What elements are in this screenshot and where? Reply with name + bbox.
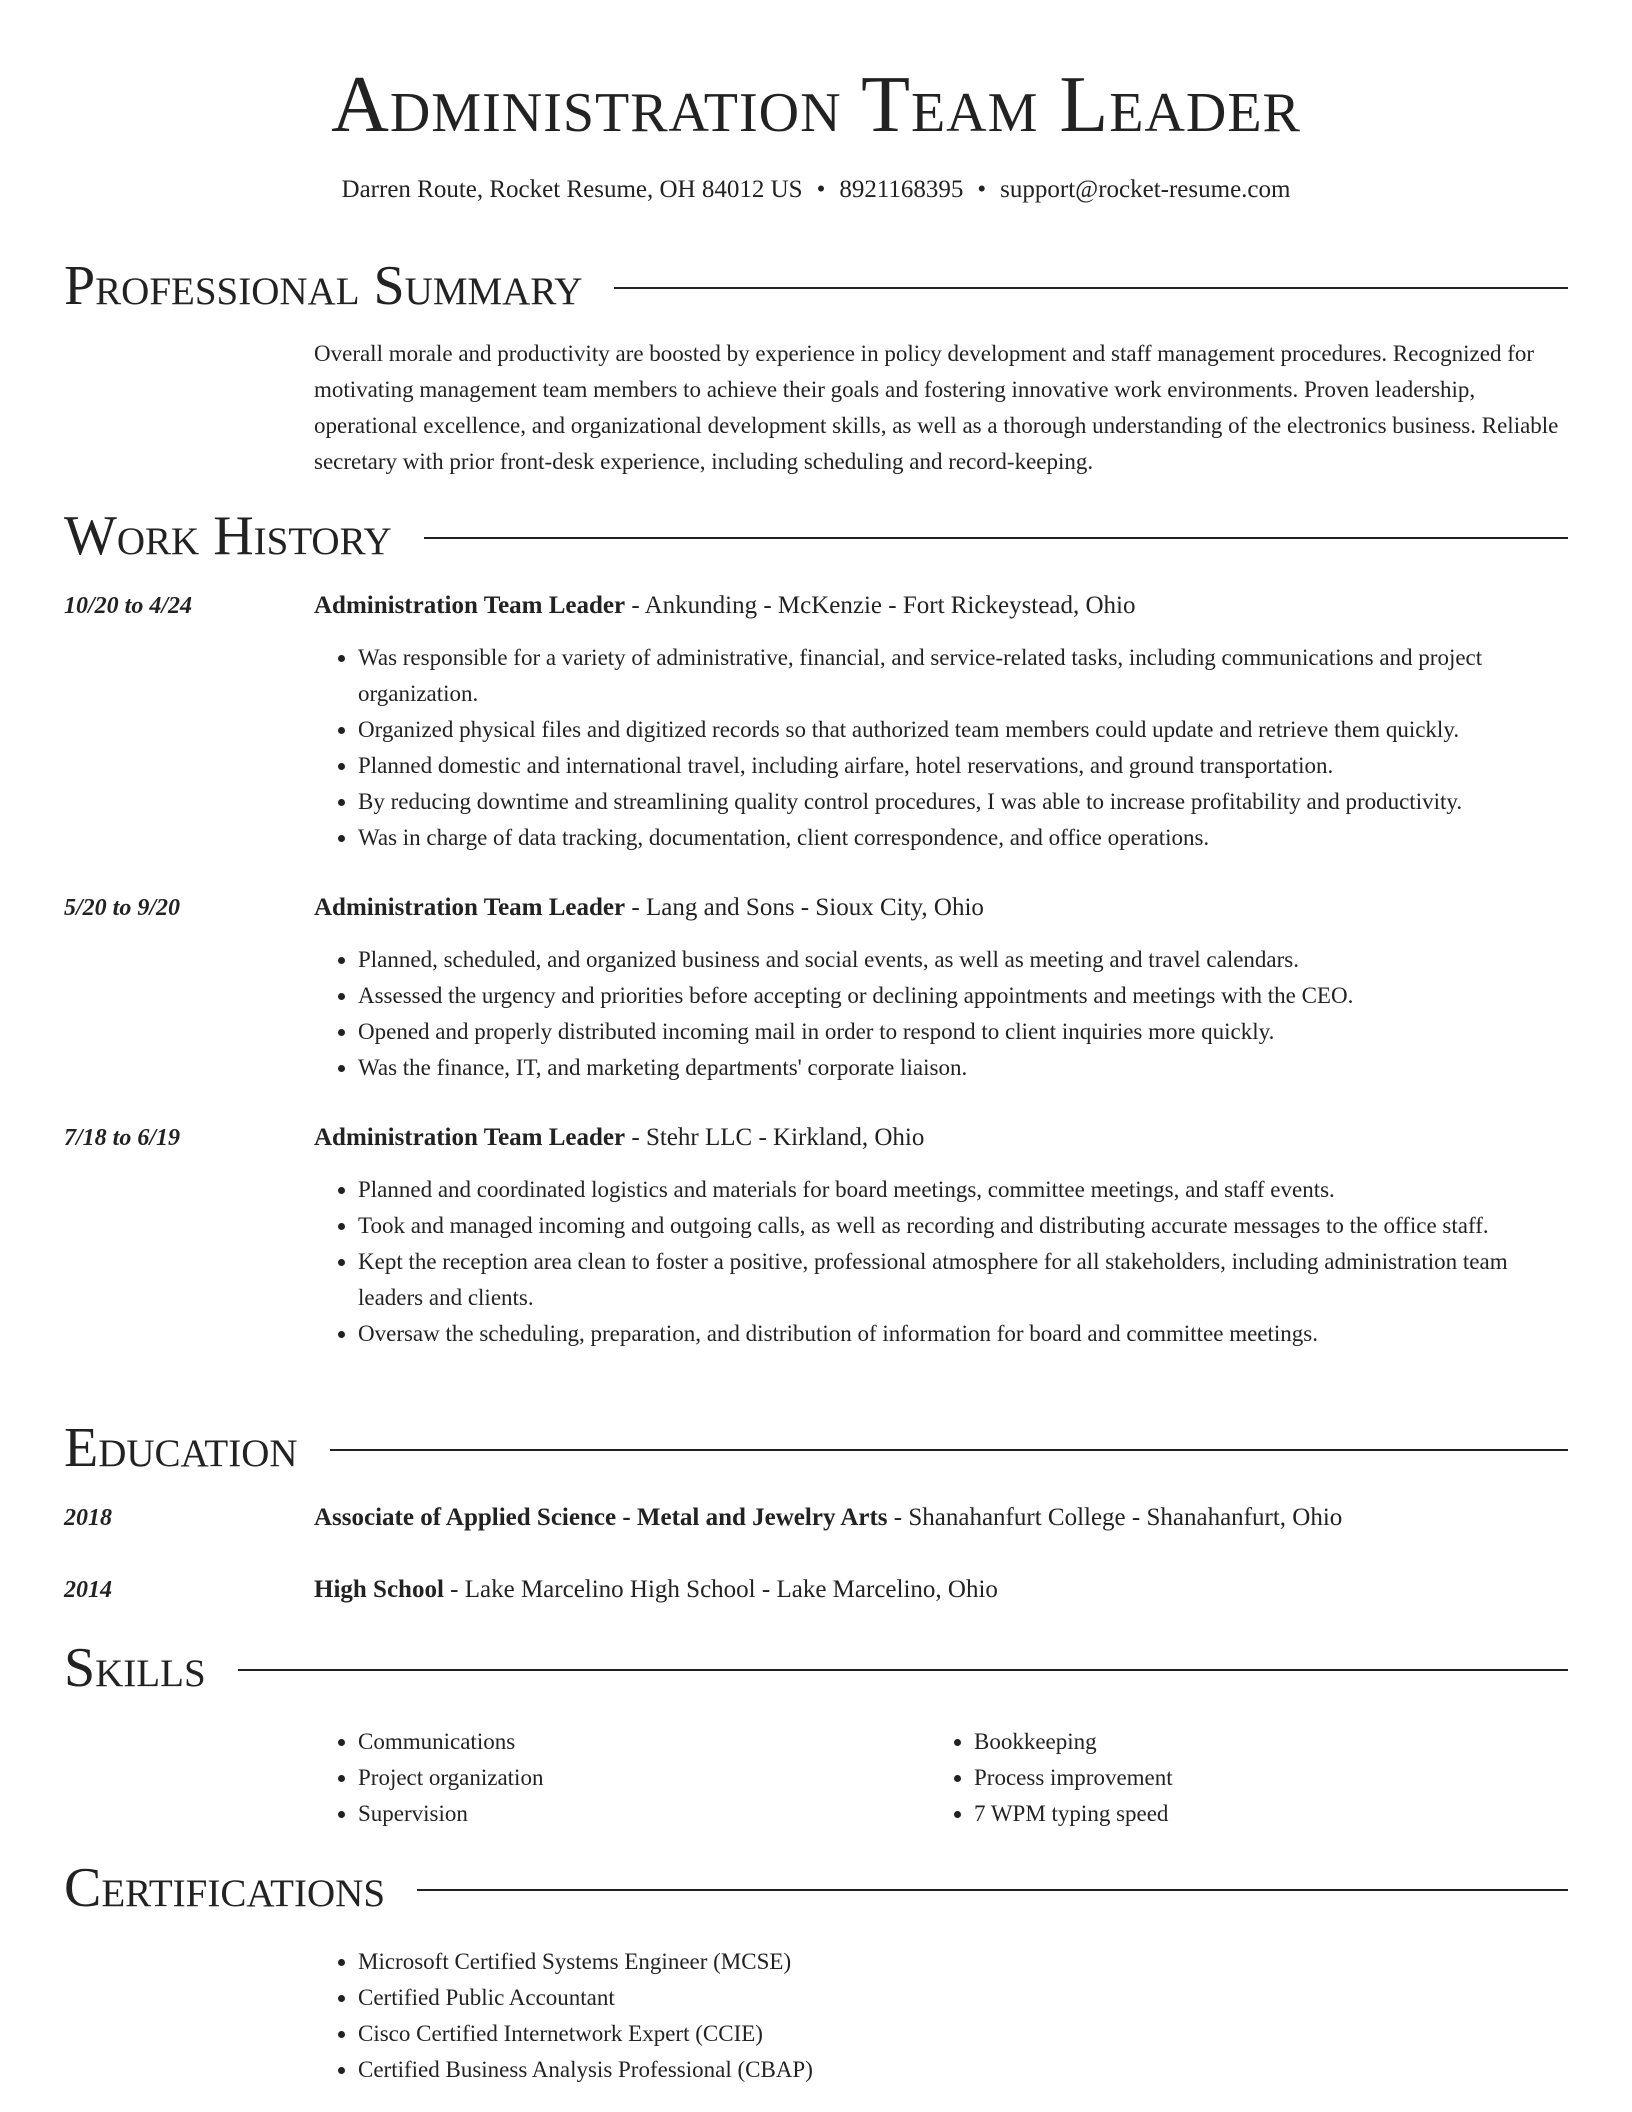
contact-separator: • xyxy=(816,176,826,203)
education-year: 2018 xyxy=(64,1505,112,1531)
section-title-education: Education xyxy=(64,1417,298,1479)
job-bullet: • Opened and properly distributed incoming mail in order to respond to client inquiries more quickly. xyxy=(358,1014,1568,1050)
certification-item: • Microsoft Certified Systems Engineer (MCSE) xyxy=(358,1944,1568,1980)
job-heading xyxy=(314,588,1568,624)
contact-phone: 8921168395 xyxy=(839,176,964,203)
skill-item: • Bookkeeping xyxy=(974,1724,1534,1760)
section-education-header xyxy=(64,1416,1568,1480)
section-divider xyxy=(330,1449,1568,1451)
skill-item: • Supervision xyxy=(358,1796,918,1832)
contact-email: support@rocket-resume.com xyxy=(1000,176,1291,203)
education-heading xyxy=(314,1572,1568,1608)
job-bullet: • Planned domestic and international travel, including airfare, hotel reservations, and ground transportation. xyxy=(358,748,1568,784)
section-divider xyxy=(614,287,1568,289)
education-year: 2014 xyxy=(64,1577,112,1603)
section-title-summary: Professional Summary xyxy=(64,255,583,317)
job-details: - Ankunding - McKenzie - Fort Rickeystead, Ohio xyxy=(625,592,1136,619)
job-heading xyxy=(314,1120,1568,1156)
skill-item: • Project organization xyxy=(358,1760,918,1796)
job-bullet: • Kept the reception area clean to foster a positive, professional atmosphere for all stakeholders, including administration team leaders and clients. xyxy=(358,1244,1568,1316)
job-bullet: • Was the finance, IT, and marketing departments' corporate liaison. xyxy=(358,1050,1568,1086)
section-divider xyxy=(417,1889,1568,1891)
skill-item: • Communications xyxy=(358,1724,918,1760)
section-skills-header xyxy=(64,1636,1568,1700)
education-heading xyxy=(314,1500,1568,1536)
contact-separator: • xyxy=(977,176,987,203)
job-bullets xyxy=(314,942,1568,1086)
contact-line xyxy=(0,172,1632,208)
job-bullet: • Took and managed incoming and outgoing calls, as well as recording and distributing accurate messages to the office staff. xyxy=(358,1208,1568,1244)
job-bullet: • By reducing downtime and streamlining quality control procedures, I was able to increase profitability and productivity. xyxy=(358,784,1568,820)
job-dates: 10/20 to 4/24 xyxy=(64,593,193,619)
job-title: Administration Team Leader xyxy=(314,894,626,921)
job-dates: 5/20 to 9/20 xyxy=(64,895,181,921)
job-bullet: • Planned, scheduled, and organized business and social events, as well as meeting and travel calendars. xyxy=(358,942,1568,978)
certification-item: • Certified Public Accountant xyxy=(358,1980,1568,2016)
summary-text: Overall morale and productivity are boosted by experience in policy development and staff management procedures. Recognized for motivating management team members to achieve their goals and fostering innovative work environments. Proven leadership, operational excellence, and organizational development skills, as well as a thorough understanding of the electronics business. Reliable secretary with prior front-desk experience, including scheduling and record-keeping. xyxy=(314,341,1559,474)
skills-list-left xyxy=(314,1724,918,1832)
job-bullet: • Assessed the urgency and priorities before accepting or declining appointments and meetings with the CEO. xyxy=(358,978,1568,1014)
section-work-header xyxy=(64,504,1568,568)
section-divider xyxy=(238,1669,1568,1671)
education-degree: High School xyxy=(314,1576,444,1603)
contact-address: Darren Route, Rocket Resume, OH 84012 US xyxy=(341,176,803,203)
education-details: - Lake Marcelino High School - Lake Marcelino, Ohio xyxy=(443,1576,998,1603)
skill-item: • Process improvement xyxy=(974,1760,1534,1796)
section-title-certifications: Certifications xyxy=(64,1857,386,1919)
section-certifications-header xyxy=(64,1856,1568,1920)
education-degree: Associate of Applied Science - Metal and Jewelry Arts xyxy=(314,1504,888,1531)
resume-name: Administration Team Leader xyxy=(331,61,1301,149)
job-title: Administration Team Leader xyxy=(314,1124,626,1151)
certification-item: • Cisco Certified Internetwork Expert (CCIE) xyxy=(358,2016,1568,2052)
job-bullets xyxy=(314,1172,1568,1352)
certification-item: • Certified Business Analysis Professional (CBAP) xyxy=(358,2052,1568,2088)
education-details: - Shanahanfurt College - Shanahanfurt, Ohio xyxy=(887,1504,1343,1531)
job-bullet: • Was in charge of data tracking, documentation, client correspondence, and office operations. xyxy=(358,820,1568,856)
job-title: Administration Team Leader xyxy=(314,592,626,619)
section-summary-header xyxy=(64,254,1568,318)
job-bullet: • Planned and coordinated logistics and materials for board meetings, committee meetings, and staff events. xyxy=(358,1172,1568,1208)
section-title-work: Work History xyxy=(64,505,392,567)
job-bullet: • Oversaw the scheduling, preparation, and distribution of information for board and committee meetings. xyxy=(358,1316,1568,1352)
skills-list-right xyxy=(930,1724,1534,1832)
job-details: - Stehr LLC - Kirkland, Ohio xyxy=(625,1124,925,1151)
skill-item: • 7 WPM typing speed xyxy=(974,1796,1534,1832)
certifications-list xyxy=(314,1944,1568,2088)
job-bullet: • Was responsible for a variety of administrative, financial, and service-related tasks, including communications and project organization. xyxy=(358,640,1568,712)
job-bullets xyxy=(314,640,1568,856)
job-bullet: • Organized physical files and digitized records so that authorized team members could update and retrieve them quickly. xyxy=(358,712,1568,748)
job-heading xyxy=(314,890,1568,926)
section-divider xyxy=(424,537,1568,539)
job-details: - Lang and Sons - Sioux City, Ohio xyxy=(625,894,984,921)
section-title-skills: Skills xyxy=(64,1637,206,1699)
job-dates: 7/18 to 6/19 xyxy=(64,1125,181,1151)
